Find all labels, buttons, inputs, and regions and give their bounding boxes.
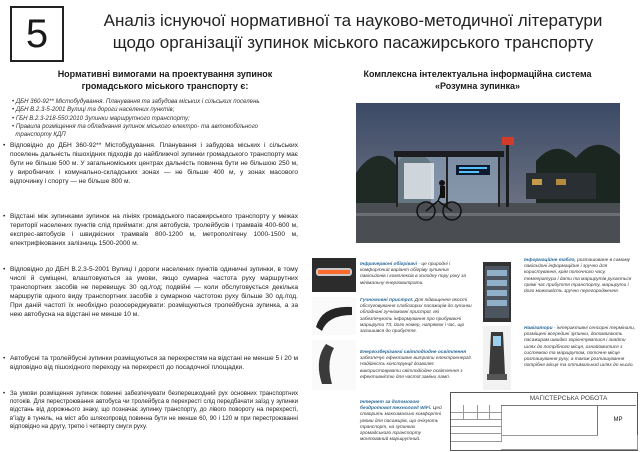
feature-navigator xyxy=(524,326,636,369)
feature-info-board xyxy=(524,258,636,295)
norm-text: транспорту КДП xyxy=(15,131,66,139)
norm-text: ГБН В.2.3-218-550:2010 Зупинки маршрутного транспорту; xyxy=(15,114,190,122)
title-line-2: щодо організації зупинок міського пасажирського транспорту xyxy=(112,33,594,52)
norm-item: • ГБН В.2.3-218-550:2010 Зупинки маршрутного транспорту; xyxy=(12,114,190,122)
feature-text: розташоване в самому павільйоні інформаційне і зручно для користування, крім поточного часу, температури і дати та маршрутів рухається прямі час прибуття транспорту, маршрути і його можливість зручно перегородження. xyxy=(524,258,632,295)
feature-infrared xyxy=(360,262,472,287)
norm-item: • ДБН В.2.3-5-2001 Вулиці та дороги населених пунктів; xyxy=(12,106,175,114)
lamp-image xyxy=(312,340,356,390)
page-title xyxy=(68,10,638,54)
stamp-cell xyxy=(451,433,502,442)
feature-text: - інтерактивні сенсорні термінали, розміщені всередині зупинки, допомагають пасажирам швидко зорієнтуватися і знайти шлях до потрібного місця, ознайомитися з системою та маршрутом, поточне місце розташування руху, а також розташування потрібне місця та оптимальний шлях до нього. xyxy=(524,326,636,369)
feature-acoustic xyxy=(360,298,472,335)
navigator-image xyxy=(483,326,511,390)
speaker-icon xyxy=(312,297,356,335)
norm-item: • Правила розміщення та обладнання зупинок міського електро- та автомобільного xyxy=(12,122,259,130)
feature-wifi xyxy=(360,400,446,443)
feature-text: - це природні і комфортний варіант обігріву зупинних павільйонів і комплексів в холодну пору року за мінімальну енерговитрати. xyxy=(360,262,466,286)
norm-item: • ДБН 360-92** Містобудування. Планування та забудова міських і сільських поселень xyxy=(12,98,260,105)
feature-text: Цей створить максимально комфортні умови для пасажирів, що очікують транспорт, на зупинках громадського транспорту монтований маршрутний. xyxy=(360,406,442,443)
feature-title: Енергозберігаючі світлодіодне освітлення xyxy=(360,350,467,355)
info-board-image xyxy=(483,262,511,322)
heater-icon xyxy=(312,258,356,292)
lamp-icon xyxy=(312,340,356,390)
title-block-stamp xyxy=(450,392,638,451)
title-line-1: Аналіз існуючої нормативної та науково-методичної літератури xyxy=(103,11,603,30)
feature-title: Інфрачервоні обігрівачі xyxy=(360,262,418,267)
stamp-cell xyxy=(501,435,638,450)
norm-text: ДБН В.2.3-5-2001 Вулиці та дороги населених пунктів; xyxy=(15,106,175,114)
bullet-paragraph: • За умови розміщення зупинок повинні забезпечувати безперешкодний рух основних транспортних потоків. Для перестроювання автобуса чи тролейбуса в перехресті слід передбачати заїзд у зупинки відстань від дорожнього знаку, що позначає зупинку транспорту, до лівого повороту на перехресті, в'їзду в тунель, на міст або шляхопровід повинна бути не менше 60, 90 і 120 м при перестроюванні відповідно на другу, третю і четверту смуги руху. xyxy=(10,390,298,431)
feature-title: Інформаційне табло, xyxy=(524,258,576,263)
terminal-icon xyxy=(483,326,511,390)
system-heading-line-2: «Розумна зупинка» xyxy=(434,81,521,91)
norm-item xyxy=(8,131,308,139)
stamp-title: МАГІСТЕРСЬКА РОБОТА xyxy=(501,393,636,406)
smart-stop-photo xyxy=(356,103,620,243)
stamp-code: МР xyxy=(597,405,638,435)
norms-list xyxy=(8,98,308,139)
norms-heading-line-1: Нормативні вимогами на проектування зупинок xyxy=(57,69,273,79)
norm-text: Правила розміщення та обладнання зупинок міського електро- та автомобільного xyxy=(15,122,259,130)
bullet-paragraph: • Автобусні та тролейбусні зупинки розміщуються за перехрестям на відстані не менше 5 і 20 м відповідно від пішохідного переходу на перехресті до посадочної площадки. xyxy=(10,355,298,373)
feature-title: Інтернет за допомогою бездротової технології WiFi. xyxy=(360,400,432,412)
bullet-paragraph: • Відстані між зупинками зупинок на лініях громадського пасажирського транспорту у межах території населених пунктів слід приймати: для автобусів, тролейбусів і трамваїв 400-600 м, експрес-автобусів і швидкісних трамваїв 800-1200 м, метрополітену 1000-1500 м, електрифікованих залізниць 1500-2000 м. xyxy=(10,213,298,249)
heater-image xyxy=(312,258,356,292)
bullet-paragraph: • Відповідно до ДБН 360-92** Містобудування. Планування і забудова міських і сільських поселень дальність пішохідних підходів до найближчої зупинки громадського транспорту має бути не більше 500 м. У загальноміських центрах дальність повинна бути не більшою 250 м, у виробничих і комунально-складських зонах — не більше 400 м, у зонах масового відпочинку і спорту — не більше 800 м. xyxy=(10,142,298,187)
feature-text: Для підвищення якості обслуговування слабозорих пасажирів до зупинки обладнані гучномовні пристрої, які забезпечують інформування про прибуваючі маршрути ТЗ, його номер, напрямок і час, що залишився до прибуття. xyxy=(360,298,472,335)
system-heading-line-1: Комплексна інтелектуальна інформаційна система xyxy=(363,69,592,79)
feature-text: забезпечує ефективне витрати електроенергії. Надійність конструкції дозволяє використовувати світлодіодне освітлення з ефективністю для частої заміни ламп. xyxy=(360,356,472,380)
feature-title: Навігатори xyxy=(524,326,553,331)
feature-lighting xyxy=(360,350,472,381)
section-number: 5 xyxy=(10,6,64,62)
smart-stop-illustration xyxy=(356,103,620,243)
norms-heading-line-2: громадського міського транспорту є: xyxy=(81,81,249,91)
speaker-image xyxy=(312,297,356,335)
stamp-cell xyxy=(501,405,598,436)
bullet-paragraph: • Відповідно до ДБН В.2.3-5-2001 Вулиці і дороги населених пунктів одиничні зупинки, в тому числі й суміщені, влаштовуються за умови, якщо сумарна частота руху маршрутних транспортних засобів не перевищує 30 од./год; подвійні — коли обслуговується декілька маршрутів одного виду транспортних засобів з сумарною частотою руху більше 30 од./год. При даній частоті їх необхідно розосереджувати: розміщуються тролейбусна зупинка, а за нею автобусна на відстані не менше 10 м. xyxy=(10,266,298,319)
norms-heading xyxy=(30,68,300,92)
system-heading xyxy=(320,68,635,92)
display-icon xyxy=(483,262,511,322)
feature-title: Гучномовні пристрої. xyxy=(360,298,414,303)
norm-text: ДБН 360-92** Містобудування. Планування та забудова міських і сільських поселень xyxy=(15,98,260,105)
